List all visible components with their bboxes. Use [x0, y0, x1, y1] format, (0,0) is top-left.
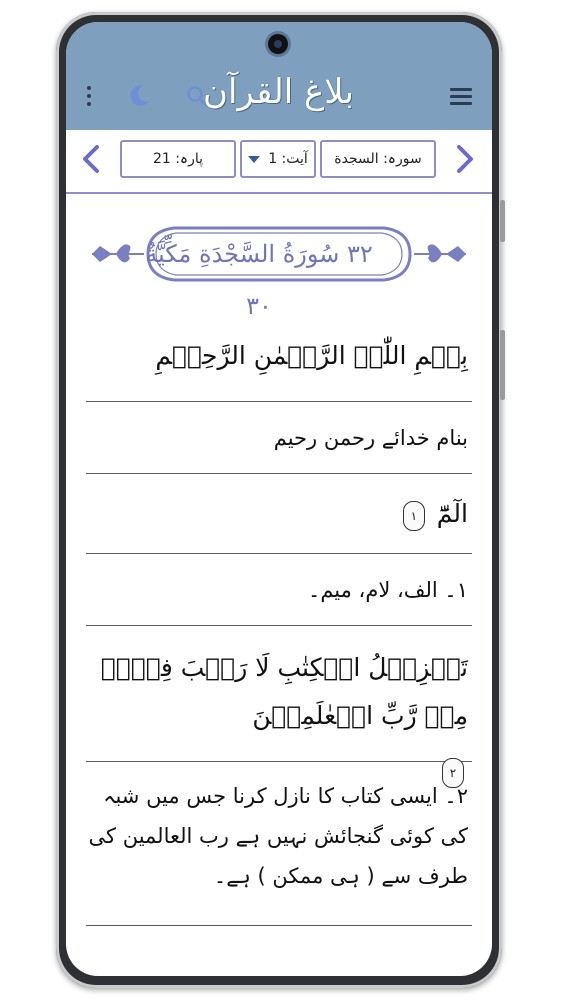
translation-text: ٢۔ ایسی کتاب کا نازل کرنا جس میں شبہ کی کوئی گنجائش نہیں ہے رب العالمین کی طرف سے ( ہی ممکن ) ہے۔ — [88, 784, 468, 888]
verse-text: تَنۡزِیۡلُ الۡکِتٰبِ لَا رَیۡبَ فِیۡہِ مِنۡ رَّبِّ الۡعٰلَمِیۡنَ — [100, 653, 468, 730]
para-selector[interactable] — [120, 140, 236, 178]
verse-text: الٓمّٓ — [436, 499, 468, 528]
verse-text: بِسۡمِ اللّٰہِ الرَّحۡمٰنِ الرَّحِیۡمِ — [155, 341, 468, 370]
power-button — [500, 330, 505, 400]
surah-selector[interactable] — [320, 140, 436, 178]
translation-text: ١۔ الف، لام، میم۔ — [308, 578, 468, 602]
verse-row — [86, 626, 472, 780]
ayat-selector[interactable] — [240, 140, 316, 178]
translation-text: بنام خدائے رحمن رحیم — [273, 426, 468, 450]
surah-value: سورہ: السجدة — [334, 151, 422, 167]
surah-title: ٣٢ سُورَةُ السَّجْدَةِ مَكِّيَّةٌ ٣٠ — [145, 240, 373, 320]
next-arrow-icon[interactable] — [450, 144, 480, 178]
front-camera — [268, 34, 288, 54]
previous-arrow-icon[interactable] — [76, 144, 106, 178]
ayah-marker-icon: ١ — [403, 501, 425, 531]
ayah-marker-icon: ٢ — [442, 758, 464, 788]
overflow-menu-icon[interactable] — [82, 82, 96, 110]
reading-content — [66, 194, 492, 976]
verse-row — [86, 474, 472, 554]
volume-button — [500, 200, 505, 242]
navigation-bar — [66, 130, 492, 194]
para-value: پارہ: 21 — [152, 151, 204, 167]
app-bar — [66, 22, 492, 130]
moon-icon[interactable] — [124, 82, 154, 110]
translation-row — [86, 762, 472, 926]
translation-row — [86, 402, 472, 474]
verse-row — [86, 316, 472, 402]
dropdown-caret-icon — [248, 156, 260, 163]
translation-row — [86, 554, 472, 626]
app-logo: بلاغ القرآن — [202, 72, 355, 112]
ayat-value: آیت: 1 — [268, 151, 308, 167]
hamburger-menu-icon[interactable] — [446, 82, 476, 110]
screen — [66, 22, 492, 976]
